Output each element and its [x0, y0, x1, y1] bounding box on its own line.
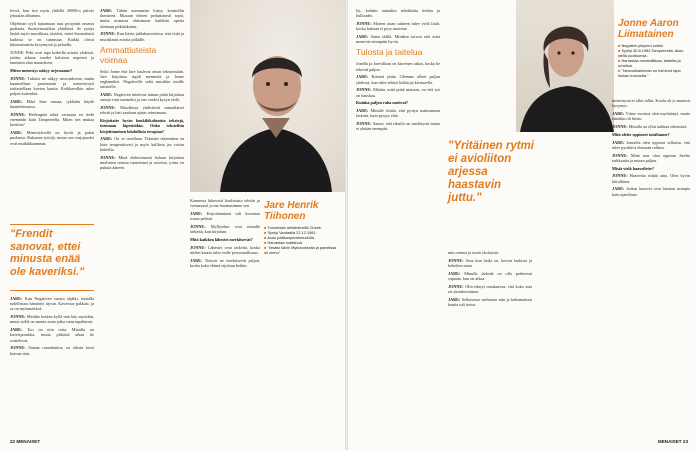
speaker-label: JONNE:: [100, 31, 116, 37]
speaker-label: JONNE:: [612, 152, 628, 158]
page-number-right: MENAISET 23: [657, 439, 688, 444]
answer-text: Lähestei ovat tärkeitä, koska niiden kautta tulee esille persoonallisuus.: [190, 244, 260, 255]
speaker-label: JONNE:: [448, 257, 464, 263]
answer-text: Minulle tärkeää on olla perheessä vapaata, kun on aikaa.: [448, 270, 532, 281]
paragraph: JONNE: Pelit ovat tapa kokeilla asioita yhdessä, joiden aikana vuodet kuluivat nopeasti ja tunnistin alan muutoksen.: [10, 49, 94, 66]
section-subheading: Ammattiuteista voimaa: [100, 44, 157, 65]
answer-text: Sellaisessa varhaisen niin ja kokemuksen kautta tuli tietoa.: [448, 296, 532, 307]
interview-question: Kirjoitatte hyvin henkilökohtaisia tekstejä, toisinaan kipeistäkin. Onko teksteihin kirjoittaminen lohdullista terapiaa?: [100, 118, 184, 134]
speaker-label: JONNE:: [190, 224, 206, 229]
answer-text: Menestyksellä on hyvät ja pahat puolensa. Rakastan tyttöjä, mutta sen varjopuolet ovat mutkikkaammat.: [10, 130, 94, 146]
answer-text: Sanon, että rahalla on merkitystä mutta ei yhtään enempää.: [356, 121, 440, 132]
paragraph: Seiki Jonne että Jare luulevat oman teksteissään. Jare kirjoittaa rigidi menneitä ja Jonne englanniksi. Negativelle sekä musiikin muille artisteille.: [100, 68, 184, 90]
paragraph: levyä, kun itse myin yhdellä 20000:n päiväs jehuulan albumea.: [10, 8, 94, 19]
caption-line: ■ Harrastaa romantiikkaa, taidetta ja urheilua.: [618, 58, 681, 68]
answer-text: Tietysti ne merkitsevät paljon, koska koko elämä sijoittuu heihin.: [190, 257, 260, 268]
right-column-3: [612, 98, 690, 438]
person-silhouette-icon: [516, 0, 614, 132]
answer-text: Heilenginä näitä varmaan en tiedä enemmän kuin Tampereella. Miten sen mukaa koettiin?: [10, 112, 94, 128]
answer-text: Tuo on niin totta. Minulla on kaveriporukka, mutta pitkästä aikaa he soittelevat.: [10, 327, 94, 343]
speaker-label: JARE:: [100, 8, 113, 13]
section-subheading: Tulosta ja taitelua: [356, 47, 423, 58]
left-column-2: [100, 8, 184, 438]
paragraph: Jonella ja Jaresillaan on kiireinen aikaa, koska he tekevät paljon.: [356, 61, 440, 72]
speaker-label: JONNE:: [356, 121, 372, 127]
speaker-label: JARE:: [448, 270, 461, 276]
pull-quote-rule: [10, 224, 94, 225]
caption-line: ■ Harrastaa mattahua.: [264, 240, 303, 245]
speaker-label: JONNE:: [10, 112, 26, 118]
person-silhouette-icon: [190, 0, 346, 192]
speaker-label: JARE:: [612, 139, 625, 145]
portrait-photo-jare: [190, 0, 346, 192]
right-page: [348, 0, 696, 450]
answer-text: Aina kun hetki on, kerron laulusta ja kokeilen uutta.: [448, 257, 532, 268]
answer-text: Tuliaisi ne näkyy arvostuksena, mutta kuunnellaan parremmin ja menestystyä tarkastellaan kuvien kautta. Keikkavelkin tulee paljon kuitenkin.: [10, 75, 94, 97]
answer-text: Sama täällä. Minäkin toivon että asiat menevät eteenpäin hyvin.: [356, 34, 440, 45]
caption-line: ■ Tunnetaan artistinimellä Cheek.: [264, 225, 322, 230]
speaker-label: JARE:: [190, 257, 203, 263]
speaker-label: JONNE:: [356, 87, 372, 93]
speaker-label: JONNE:: [612, 124, 628, 129]
answer-text: Minä ehdottomasti haluan kirjoittaa mieluiten omista tunteistani ja asioista, joista en puhuta ääneen.: [100, 154, 184, 171]
interview-question: Mitä olette oppineet toisiltanne?: [612, 131, 670, 137]
speaker-label: JARE:: [356, 74, 369, 80]
pull-quote-text: "Frendit sanovat, ettei minusta enää ole kaveriksi.": [10, 228, 85, 278]
caption-jonne: [618, 18, 692, 78]
caption-name: Jonne Aaron Liimatainen: [618, 18, 679, 40]
pull-quote-rule: [10, 290, 94, 291]
speaker-label: JARE:: [10, 296, 23, 301]
speaker-label: JARE:: [100, 92, 113, 98]
caption-line: ■ "Neuvokkaimman on toiminut tapa hiukan luovuutta.": [618, 68, 681, 78]
paragraph: Kannessa lukevasti koulutusta tehtiin ja vastaavasti ja me huomasimme sen.: [190, 198, 260, 209]
caption-line: ■ Syntyi Vantaalla 22.12.1981.: [264, 230, 317, 235]
speaker-label: JARE:: [190, 211, 203, 216]
right-column-1: [356, 8, 440, 438]
left-column-1b: [10, 296, 94, 436]
speaker-label: JARE:: [10, 130, 23, 136]
pull-quote-right: [448, 140, 536, 205]
left-column-3: [190, 198, 260, 438]
interview-question: Mistä vielä haaveilette?: [612, 165, 655, 171]
speaker-label: JARE:: [356, 34, 369, 39]
answer-text: Kiirettä pitää. Olemme olleet paljon yhdessä, kun tulee tehtyä keikkoja kiertueella.: [356, 74, 440, 85]
speaker-label: JONNE:: [10, 345, 26, 351]
answer-text: Meidän kesken kyllä niin käy myöskin, mutta siellä on monta asiaa jotka vaan tapahtuvat.: [10, 314, 94, 325]
caption-name: Jare Henrik Tiihonen: [264, 200, 319, 222]
caption-line: ■ Asuu pääkaupunkiseudulla.: [264, 235, 315, 240]
paragraph: menestystä ei ollut tullut. Koulu oli jo monesti kysymys.: [612, 98, 690, 109]
answer-text: Joskus haaveet ovat hieman isompia kuin ajatellaan.: [612, 186, 690, 197]
answer-text: Myllytekin ovat minulle tärkeitä, kun kirjoitan.: [190, 224, 260, 235]
answer-text: Olin tehnyt omakaavaa, että koko asia on yksinkertainen.: [448, 283, 532, 294]
speaker-label: JONNE:: [612, 173, 628, 179]
pull-quote-text: "Yritäinen rytmi ei avioliiton arjessa haastavin juttu.": [448, 140, 534, 204]
paragraph: lyt, kohtiin uutuukin tehokkaita kohtia ja hulluudet.: [356, 8, 440, 19]
answer-text: Haaveitta riittää aina. Olen hyvin kiitollinen.: [612, 173, 690, 184]
answer-text: Viime vuosina olen myötäänyt, mutta tämäkin oli hieno.: [612, 111, 690, 122]
answer-text: Monen asian suhteen tulee vielä lisää, koska kukaan ei pysy nuorena.: [356, 21, 440, 32]
paragraph: Ohjelman tyyli tajuamaan taas pystyttän omasta pudtaata. Suomi-musiikin yhtälössä. Se syntyi hiukk myös musiikista, täytästi, mitet Suomalaisii kaikista se on tunnistaa. Kaikki olivat kiinnostuneita kysymystä ja pelaalla.: [10, 21, 94, 47]
paragraph: niin rennoa ja usein yksityistä.: [448, 250, 500, 255]
speaker-label: JARE:: [10, 99, 23, 105]
speaker-label: JARE:: [100, 136, 113, 142]
answer-text: Ehkä ihan samaa, tykkään käydä kuuntelemassa.: [10, 99, 94, 110]
speaker-label: JONNE:: [356, 21, 372, 26]
answer-text: Kun kävin juhlakonsertissa, tein töitä ja muokkasin asioita pitkälle.: [100, 31, 184, 42]
speaker-label: JARE:: [612, 186, 625, 192]
page-number-left: 22 MENAISET: [10, 439, 41, 444]
answer-text: Minulle riittää, että pystyn maksamaan laskuni, kuin pystyy elää.: [356, 108, 440, 119]
right-column-2: [448, 250, 532, 438]
answer-text: Kun Negativen suosio räjähti, monilla todellisuus hämärtyi täysin. Kaveruus pakkasi, ja se on myönnettävä.: [10, 296, 94, 312]
caption-line: ■ Syntyi 30.8.1983 Tampereella. Asuu siellä puolisonsa.: [618, 48, 684, 58]
speaker-label: JONNE:: [100, 105, 116, 111]
left-column-1: [10, 8, 94, 218]
answer-text: Jonnelta olen oppinut sellaista, että tulee pyrittävä olemaan rohkea.: [612, 139, 690, 150]
caption-line: ■ Negative-yhtyeen solisti.: [618, 43, 664, 48]
left-page: [0, 0, 346, 450]
speaker-label: JARE:: [612, 111, 625, 116]
speaker-label: JONNE:: [100, 154, 116, 160]
answer-text: Mitään, mitä pitää muistaa, on että työ on hauskaa.: [356, 87, 440, 98]
answer-text: Samaa ruuanlaittoa, en oikein kesti kotona niin.: [10, 345, 94, 356]
portrait-photo-jonne: [516, 0, 614, 132]
speaker-label: JONNE:: [190, 244, 206, 250]
answer-text: Negativen mielessä minun pitää kirjoittaa sanoja vain suomeksi ja sen vuoksi kysyn vielä.: [100, 92, 184, 103]
interview-question: Kuinka paljon raha motivoi?: [356, 100, 409, 106]
answer-text: Tähän asemaatiin liittyy kontrollin ihmiseen. Musaan tekeen pedaattisesti sopii, mutta musassa ehtisimme kaikkiin opetta olemaan pitkäaikaista.: [100, 8, 184, 29]
speaker-label: JONNE:: [10, 314, 26, 320]
answer-text: On se tavallaan. Tekstien tekeminen on koin terapeuttisesti ja myös kalliista jos voisin kokeilla.: [100, 136, 184, 152]
caption-line: ■ "Ilmaisi kävin Mykonoksella ja panelissa oli meno": [264, 245, 337, 255]
speaker-label: JARE:: [10, 327, 23, 333]
speaker-label: JARE:: [448, 296, 461, 302]
interview-question: Mitä kaikkea lähestei merkitsevät?: [190, 237, 253, 242]
interview-question: Miten menestys näkyy arjessanne?: [10, 67, 73, 73]
answer-text: Kirjoittaminen tuli kuvastaa isosta pelissä.: [190, 211, 260, 222]
speaker-label: JARE:: [356, 108, 369, 114]
speaker-label: JONNE:: [448, 283, 464, 289]
answer-text: Minä taas olen oppinut Jarelta tarkkuutta ja muuta paljon.: [612, 152, 690, 163]
answer-text: Minulla on ollut tarkkaa tekemistä.: [628, 124, 688, 129]
answer-text: Musiikissa yhdistävät samanlaiset tekstit ja heti saadaan ajatus toimimaan.: [100, 105, 184, 116]
pull-quote: [10, 228, 96, 278]
caption-jare: [264, 200, 340, 255]
speaker-label: JONNE:: [10, 75, 26, 81]
